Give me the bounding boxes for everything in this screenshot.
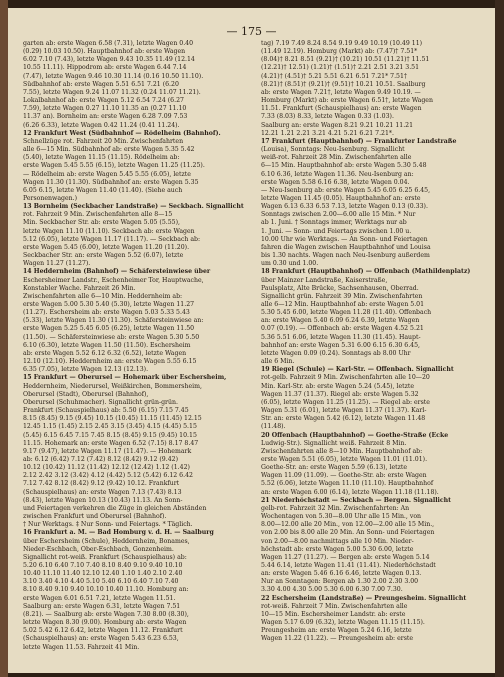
text-line: Signallicht rot-weiß. Frankfurt (Schauspielhaus) ab:: [23, 553, 187, 561]
text-line: garten ab: erste Wagen 6.58 (7.31), letzte Wagen 0.40: [23, 40, 194, 47]
text-line: 6.35 (7.05), letzte Wagen 12.13 (12.13).: [23, 366, 149, 374]
text-line: erste Wagen 5.45 (6.00), letzte Wagen 11.20 (11.20).: [23, 243, 190, 251]
book-page: [8, 8, 495, 673]
text-line: (8.04)† 8.21 8.51 (9.21)† (10.21) 10.51 (11.21)† 11.51: [261, 56, 430, 64]
text-line: (4.21)† (4.51)† 5.21 5.51 6.21 6.51 7.21* 7.51†: [261, 72, 408, 80]
text-line: (8.21)† (8.51)† (9.21)† (9.51)† 10.21 10.51. Saalburg: [261, 80, 426, 88]
text-line: fahren die Wagen zwischen Hauptbahnhof und Louisa: [261, 243, 431, 251]
text-line: 10—15 Min. Eschersheimer Landstr. ab: erste: [261, 610, 406, 618]
text-line: höchstadt ab: erste Wagen 5.00 5.30 6.00, letzte: [261, 545, 414, 553]
text-line: letzte Wagen 8.30 (9.00). Homburg ab: erste Wagen: [23, 619, 187, 627]
text-line: 5.20 6.10 6.40 7.10 7.40 8.10 8.40 9.10 9.40 10.10: [23, 562, 183, 569]
text-line: letzte Wagen 11.45 (0.05). Hauptbahnhof an: erste: [261, 194, 421, 202]
text-line: Frankfurt (Schauspielhaus) ab: 5.50 (6.15) 7.15 7.45: [23, 407, 189, 415]
text-line: 10.40 11.10 11.40 12.10 12.40 1.10 1.40 2.10 2.40: [23, 570, 183, 578]
text-line: Wagen 5.17 6.09 (6.32), letzte Wagen 11.15 (11.15).: [261, 619, 425, 627]
text-line: und Feiertagen verkehren die Züge in gleichen Abständen: [23, 504, 207, 512]
text-line: 20 Offenbach (Hauptbahnhof) — Goethe-Straße (Ecke: [261, 431, 449, 439]
text-line: Wagen 11.27 (11.27).: [23, 260, 91, 268]
text-line: alle 6—12 Min. Hauptbahnhof ab: erste Wagen 5.01: [261, 301, 425, 308]
text-line: (11.27). Eschersheim ab: erste Wagen 5.03 5.33 5.43: [23, 309, 190, 317]
text-line: letzte Wagen 11.53. Fahrzeit 41 Min.: [23, 643, 140, 651]
text-line: Wagen 6.13 6.33 6.53 7.13, letzte Wagen 0.13 (0.33).: [261, 203, 428, 211]
left-column-text: [23, 40, 245, 668]
text-line: 19 Riegel (Schule) — Karl-Str. — Offenbach. Signallicht: [261, 366, 454, 374]
text-line: 5.02 5.42 6.12 6.42, letzte Wagen 11.12. Frankfurt: [23, 627, 183, 635]
text-line: 12.21 1.21 2.21 3.21 4.21 5.21 6.21 7.21*.: [261, 129, 394, 137]
text-line: (8.43), letzte Wagen 10.13 (10.43) 11.13. An Sonn-: [23, 496, 183, 504]
text-line: 15 Frankfurt — Oberursel — Hohemark über Eschersheim,: [23, 374, 227, 382]
text-line: ab: 6.12 (6.42) 7.12 (7.42) 8.12 (8.42) 9.12 (9.42): [23, 455, 178, 463]
text-line: 17 Frankfurt (Hauptbahnhof) — Frankfurter Landstraße: [261, 137, 457, 145]
text-line: ab: erste Wagen 5.52 6.12 6.32 (6.52), letzte Wagen: [23, 349, 187, 357]
text-line: Preungesheim an: erste Wagen 5.24 6.16, letzte: [261, 627, 412, 635]
text-line: rot. Fahrzeit 9 Min. Zwischenfahrten alle 8—15: [23, 211, 173, 219]
text-line: (12.21)† 12.51) (1.21)† (1.51)† 2.21 2.51 3.21 3.51: [261, 64, 420, 72]
text-line: 11.51. Frankfurt (Schauspielhaus) an: erste Wagen: [261, 105, 422, 113]
text-line: 6.10 (6.30), letzte Wagen 11.50 (11.50). Eschersheim: [23, 341, 191, 349]
text-line: Südbahnhof ab: erste Wagen 5.51 6.51 7.21 (6.20: [23, 80, 179, 88]
text-line: (5.45) 6.15 6.45 7.15 7.45 8.15 (8.45) 9.15 (9.45) 10.15: [23, 431, 197, 439]
text-line: — Neu-Isenburg ab: erste Wagen 5.45 6.05 6.25 6.45,: [261, 186, 431, 194]
text-line: (Louisa), Sonntags: Neu-Isenburg. Signallicht: [261, 146, 405, 154]
text-line: 12.10 (12.10). Heddernheim an: erste Wagen 5.55 6.15: [23, 358, 197, 366]
text-line: 5.30 5.45 6.00, letzte Wagen 11.28 (11.40). Offenbach: [261, 309, 432, 317]
text-line: Konstabler Wache. Fahrzeit 26 Min.: [23, 284, 136, 292]
text-line: Ludwig-Str.). Signallicht weiß. Fahrzeit 8 Min.: [261, 439, 407, 447]
text-line: Wagen 11.37 (11.37). Riegel ab: erste Wagen 5.32: [261, 390, 419, 398]
text-line: 7.59), letzte Wagen 0.27 11.10 11.35 an (0.27 11.10: [23, 105, 187, 113]
text-line: alle 6 Min.: [261, 358, 295, 366]
text-line: tag) 7.19 7.49 8.24 8.54 9.19 9.49 10.19 (10.49 11): [261, 40, 423, 47]
text-line: Zwischenfahrten alle 6—10 Min. Heddernheim ab:: [23, 292, 183, 300]
text-line: (Schauspielhaus) an: erste Wagen 7.13 (7.43) 8.13: [23, 488, 182, 496]
scan-border-top: [0, 0, 504, 8]
text-line: (11.48).: [261, 423, 286, 431]
text-line: alle 6—15 Min. Südbahnhof ab: erste Wagen 5.35 5.42: [23, 146, 195, 154]
text-line: (7.47), letzte Wagen 9.46 10.30 11.14 (0.16 10.50 11.10).: [23, 72, 204, 80]
text-line: 22 Eschersheim (Landstraße) — Preungesheim. Signallicht: [261, 594, 467, 602]
text-line: erste Wagen 5.25 5.45 6.05 (6.25), letzte Wagen 11.50: [23, 325, 195, 333]
text-line: Oberursel (Stadt), Oberursel (Bahnhof),: [23, 390, 149, 398]
text-line: 11.15. Hohemark an: erste Wagen 6.52 (7.15) 8.17 8.47: [23, 439, 199, 447]
text-line: rot-weiß. Fahrzeit 7 Min. Zwischenfahrten alle: [261, 602, 408, 610]
text-line: (6.26 6.33), letzte Wagen 0.42 11.24 (0.41 11.24).: [23, 121, 180, 129]
text-line: 6.10 6.36, letzte Wagen 11.36. Neu-Isenburg an:: [261, 170, 414, 178]
text-line: Wochentagen von 5.30—8.00 Uhr alle 15 Min., von: [261, 513, 422, 521]
text-line: Nieder-Eschbach, Ober-Eschbach, Gonzenheim.: [23, 545, 174, 553]
text-line: Saalburg an: erste Wagen 6.31, letzte Wagen 7.51: [23, 602, 181, 610]
text-line: 5.36 5.51 6.06, letzte Wagen 11.30 (11.45). Haupt-: [261, 333, 421, 341]
text-line: rot-gelb. Fahrzeit 9 Min. Zwischenfahrten alle 10—20: [261, 374, 430, 382]
text-line: (6.05), letzte Wagen 11.25 (11.25). — Riegel ab: erste: [261, 398, 430, 406]
text-line: Wagen 5.31 (6.01), letzte Wagen 11.37 (11.37). Karl-: [261, 407, 427, 415]
text-line: an: erste Wagen 5.40 6.09 6.24 6.39, letzte Wagen: [261, 317, 420, 325]
page-number: — 175 —: [226, 25, 277, 38]
text-line: 8.15 (8.45) 9.15 (9.45) 10.15 (10.45) 11.15 (11.45) 12.15: [23, 415, 202, 423]
text-line: 10.12 (10.42) 11.12 (11.42) 12.12 (12.42) 1.12 (1.42): [23, 464, 190, 472]
text-line: Heddernheim, Niederursel, Weißkirchen, Bommersheim,: [23, 382, 202, 390]
text-line: über Mainzer Landstraße, Kaiserstraße,: [261, 276, 388, 284]
text-line: (11.50). — Schäfersteinwiese ab: erste Wagen 5.30 5.50: [23, 333, 200, 341]
text-line: 6.05 6.15, letzte Wagen 11.40 (11.40). (Siehe auch: [23, 186, 183, 194]
text-line: 2.12 2.42 3.12 (3.42) 4.12 (4.42) 5.12 (5.42) 6.12 6.42: [23, 472, 193, 480]
text-line: 0.07 (0.19). — Offenbach ab: erste Wagen 4.52 5.21: [261, 325, 424, 333]
text-line: 1. Juni. — Sonn- und Feiertags zwischen 1.00 u.: [261, 227, 412, 235]
text-line: Wagen 11.09 (11.09). — Goethe-Str. ab: erste Wagen: [261, 472, 427, 480]
text-line: 10.00 Uhr wie Werktags. — An Sonn- und Feiertagen: [261, 235, 428, 243]
text-line: Sonntags zwischen 2.00—6.00 alle 15 Min. * Nur: [261, 211, 416, 219]
text-line: Homburg (Markt) ab: erste Wagen 6.51†, letzte Wagen: [261, 97, 433, 105]
text-line: 21 Niederhöchstadt — Seckbach — Bergen. Signallicht: [261, 496, 452, 504]
text-line: 8.00—12.00 alle 20 Min., von 12.00—2.00 alle 15 Min.,: [261, 521, 435, 529]
text-line: 10.55 11.11). Hippodrom ab: erste Wagen 6.44 7.14: [23, 64, 187, 72]
text-line: Oberursel (Schuhmacher). Signallicht grün-grün.: [23, 398, 178, 406]
text-line: Zwischenfahrten alle 8—10 Min. Hauptbahnhof ab:: [261, 447, 423, 455]
text-line: 6—15 Min. Hauptbahnhof ab: erste Wagen 5.30 5.48: [261, 162, 427, 170]
text-line: Wagen 11.30 (11.30). Südbahnhof an: erste Wagen 5.35: [23, 178, 199, 186]
text-line: 12 Frankfurt West (Südbahnhof — Rödelheim (Bahnhof).: [23, 129, 221, 137]
text-line: 8.10 8.40 9.10 9.40 10.10 10.40 11.10. Homburg an:: [23, 586, 189, 594]
text-line: gelb-rot. Fahrzeit 32 Min. Zwischenfahrten: An: [261, 504, 410, 512]
text-line: von 2.00—8.00 nachmittags alle 10 Min. Nieder-: [261, 537, 414, 545]
text-line: † Nur Werktags. ‡ Nur Sonn- und Feiertags. * Täglich.: [23, 521, 193, 529]
text-line: ab: erste Wagen 7.21†, letzte Wagen 9.49 10.19. —: [261, 88, 421, 96]
text-line: Str. an: erste Wagen 5.42 (6.12), letzte Wagen 11.48: [261, 415, 426, 423]
text-line: 5.52 (6.06), letzte Wagen 11.10 (11.10). Hauptbahnhof: [261, 480, 434, 488]
text-line: 11.37 an). Bornheim an: erste Wagen 6.28 7.09 7.53: [23, 113, 188, 121]
text-line: Personenwagen.): [23, 194, 78, 202]
text-line: (5.40), letzte Wagen 11.15 (11.15). Rödelheim ab:: [23, 154, 180, 162]
text-line: letzte Wagen 0.09 (0.24). Sonntags ab 8.00 Uhr: [261, 349, 411, 357]
text-line: Goethe-Str. an: erste Wagen 5.59 (6.13), letzte: [261, 464, 408, 472]
text-line: an: erste Wagen 5.46 6.16 6.46, letzte Wagen 0.13.: [261, 570, 422, 578]
text-line: erste Wagen 5.58 6.16 6.38, letzte Wagen 0.04.: [261, 178, 410, 186]
text-line: 7.55), letzte Wagen 9.24 11.07 11.32 (0.24 11.07 11.21).: [23, 88, 201, 96]
text-line: Saalburg an: erste Wagen 8.21 9.21 10.21 11.21: [261, 121, 414, 129]
text-line: Eschersheimer Landstr., Eschenheimer Tor, Hauptwache,: [23, 276, 204, 284]
text-line: Wagen 11.27 (11.27). — Bergen ab: erste Wagen 5.14: [261, 553, 430, 561]
text-line: bis 1.30 nachts. Wagen nach Neu-Isenburg außerdem: [261, 252, 430, 260]
text-line: (5.33), letzte Wagen 11.30 (11.30). Schäfersteinwiese an:: [23, 317, 204, 325]
text-line: um 0.30 und 1.00.: [261, 260, 319, 268]
text-line: 14 Heddernheim (Bahnhof) — Schäfersteinwiese über: [23, 268, 211, 276]
text-line: (8.21). — Saalburg ab: erste Wagen 7.30 8.00 (8.30),: [23, 610, 189, 618]
text-line: (0.29) 10.03 10.50). Hauptbahnhof ab: erste Wagen: [23, 48, 186, 56]
text-line: 13 Bornheim (Seckbacher Landstraße) — Seckbach. Signallicht: [23, 203, 244, 211]
text-line: 7.33 (8.03) 8.33, letzte Wagen 0.33 (1.03).: [261, 113, 394, 121]
text-line: 5.12 (6.05), letzte Wagen 11.17 (11.17). — Seckbach ab:: [23, 235, 201, 243]
text-line: Lokalbahnhof ab: erste Wagen 5.12 6.54 7.24 (6.27: [23, 97, 184, 105]
text-line: zwischen Frankfurt und Oberursel (Bahnhof).: [23, 513, 167, 521]
text-line: erste Wagen 5.51 (6.05), letzte Wagen 11.01 (11.01).: [261, 455, 428, 463]
text-line: 5.44 6.14, letzte Wagen 11.41 (11.41). Niederhöchstadt: [261, 562, 436, 569]
text-line: von 2.00 bis 8.00 alle 20 Min. An Sonn- und Feiertagen: [261, 529, 435, 537]
text-line: ab 1. Juni. † Sonntags immer, Werktags nur ab: [261, 219, 407, 227]
text-line: 7.12 7.42 8.12 (8.42) 9.12 (9.42) 10.12. Frankfurt: [23, 480, 180, 488]
text-line: (Schauspielhaus) an: erste Wagen 5.43 6.23 6.53,: [23, 635, 179, 643]
text-line: Paulsplatz, Alte Brücke, Sachsenhausen, Oberrad.: [261, 284, 419, 292]
text-line: erste Wagen 6.01 6.51 7.21, letzte Wagen 11.51.: [23, 594, 176, 602]
text-line: letzte Wagen 11.10 (11.10). Seckbach ab: erste Wagen: [23, 227, 195, 235]
text-line: weiß-rot. Fahrzeit 28 Min. Zwischenfahrten alle: [261, 154, 412, 162]
text-line: Seckbacher Str. an: erste Wagen 5.52 (6.07), letzte: [23, 252, 184, 260]
text-line: an: erste Wagen 6.00 (6.14), letzte Wagen 11.18 (11.18).: [261, 488, 439, 496]
text-line: 12.45 1.15 (1.45) 2.15 2.45 3.15 (3.45) 4.15 (4.45) 5.15: [23, 423, 197, 431]
text-line: Signallicht grün. Fahrzeit 39 Min. Zwischenfahrten: [261, 292, 423, 300]
text-line: erste Wagen 5.00 5.30 5.40 (5.30), letzte Wagen 11.27: [23, 301, 195, 308]
text-line: 16 Frankfurt a. M. — Bad Homburg v. d. H. — Saalburg: [23, 529, 214, 537]
text-line: über Eschersheim (Schule), Heddernheim, Bonames,: [23, 537, 190, 545]
text-line: (11.49 12.19). Homburg (Markt) ab: (7.47)† 7.51*: [261, 48, 418, 56]
right-column-text: [261, 40, 483, 668]
text-line: erste Wagen 5.45 5.55 (6.15), letzte Wagen 11.25 (11.25).: [23, 162, 205, 170]
text-line: 9.17 (9.47), letzte Wagen 11.17 (11.47). — Hohemark: [23, 447, 192, 455]
text-line: Schnellzüge rot. Fahrzeit 20 Min. Zwischenfahrten: [23, 137, 184, 145]
text-line: 6.02 7.10 (7.43), letzte Wagen 9.43 10.35 11.49 (12.14: [23, 56, 195, 64]
text-line: bahnhof an: erste Wagen 5.31 6.00 6.15 6.30 6.45,: [261, 341, 421, 349]
text-line: 3.10 3.40 4.10 4.40 5.10 5.40 6.10 6.40 7.10 7.40: [23, 578, 179, 586]
scan-border-left: [0, 0, 8, 677]
text-line: — Rödelheim ab: erste Wagen 5.45 5.55 (6.05), letzte: [23, 170, 191, 178]
text-line: Min. Karl-Str. ab: erste Wagen 5.24 (5.45), letzte: [261, 382, 415, 390]
text-line: 3.30 4.00 4.30 5.00 5.30 6.00 6.30 7.00 7.30.: [261, 586, 403, 594]
text-line: Nur an Sonntagen: Bergen ab 1.30 2.00 2.30 3.00: [261, 578, 419, 586]
text-line: 18 Frankfurt (Hauptbahnhof) — Offenbach (Mathildenplatz): [261, 268, 471, 276]
text-line: Min. Seckbacher Str. ab: erste Wagen 5.05 (5.55),: [23, 219, 180, 227]
text-line: Wagen 11.22 (11.22). — Preungesheim ab: erste: [261, 635, 414, 643]
scan-border-right: [495, 0, 504, 677]
